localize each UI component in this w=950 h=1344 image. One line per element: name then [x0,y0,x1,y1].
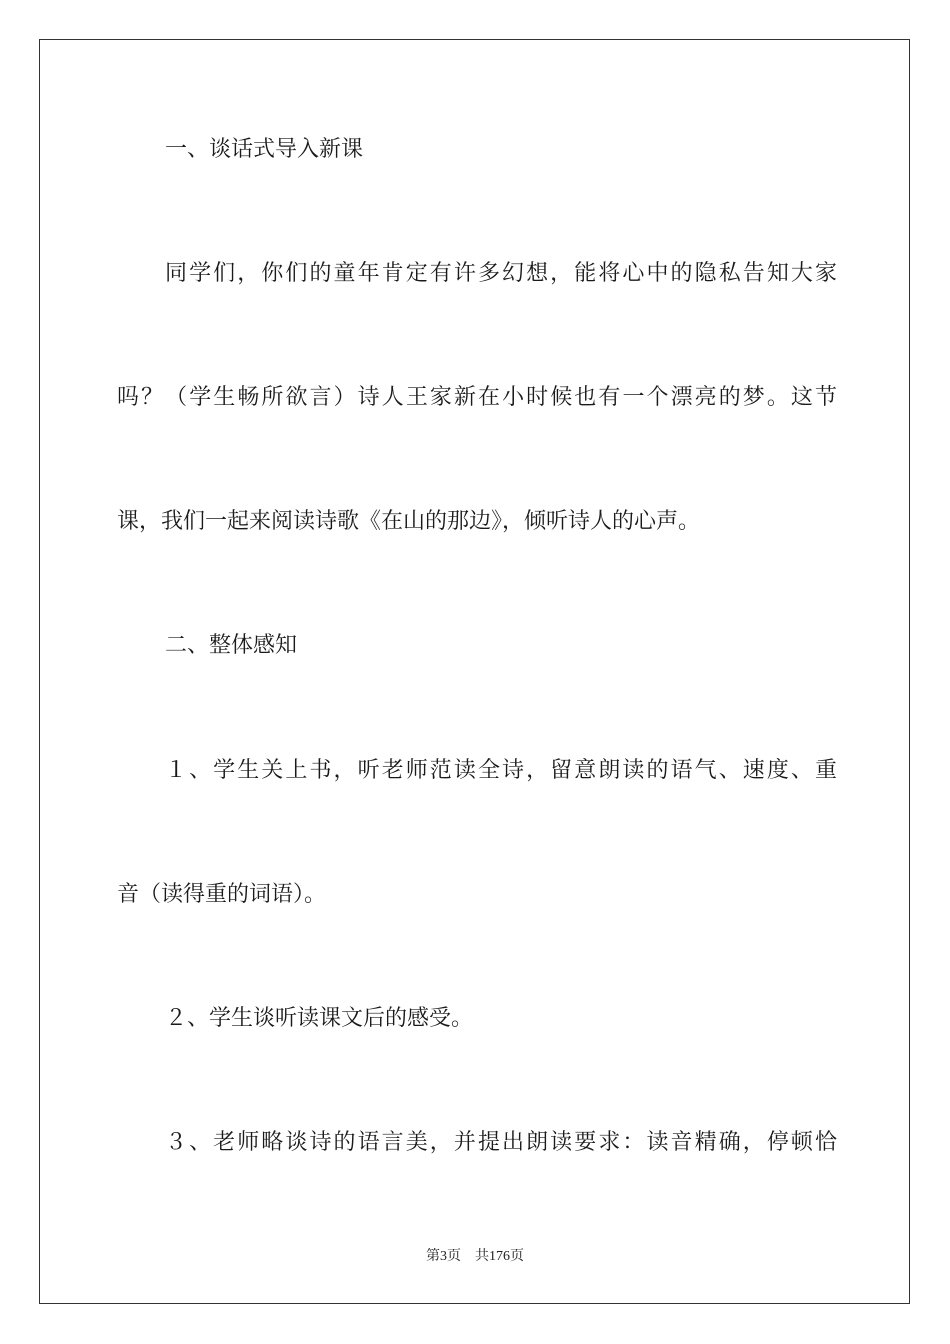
footer-spacer [461,1249,475,1264]
paragraph-line: 同学们，你们的童年肯定有许多幻想，能将心中的隐私告知大家 [165,261,837,286]
page-current: 第3页 [426,1249,461,1264]
list-item-line: 音（读得重的词语）。 [117,882,327,907]
page-frame [39,39,910,1304]
list-item-line: ３、老师略谈诗的语言美，并提出朗读要求：读音精确，停顿恰 [165,1130,837,1155]
list-item-line: ２、学生谈听读课文后的感受。 [165,1006,474,1031]
page-footer [0,1247,950,1267]
list-item-line: １、学生关上书，听老师范读全诗，留意朗读的语气、速度、重 [165,758,837,783]
paragraph-line: 课，我们一起来阅读诗歌《在山的那边》，倾听诗人的心声。 [117,509,701,534]
section-heading-overview: 二、整体感知 [165,633,298,658]
page-total: 共176页 [475,1249,524,1264]
section-heading-intro: 一、谈话式导入新课 [165,137,364,162]
paragraph-line: 吗？（学生畅所欲言）诗人王家新在小时候也有一个漂亮的梦。这节 [117,385,837,410]
